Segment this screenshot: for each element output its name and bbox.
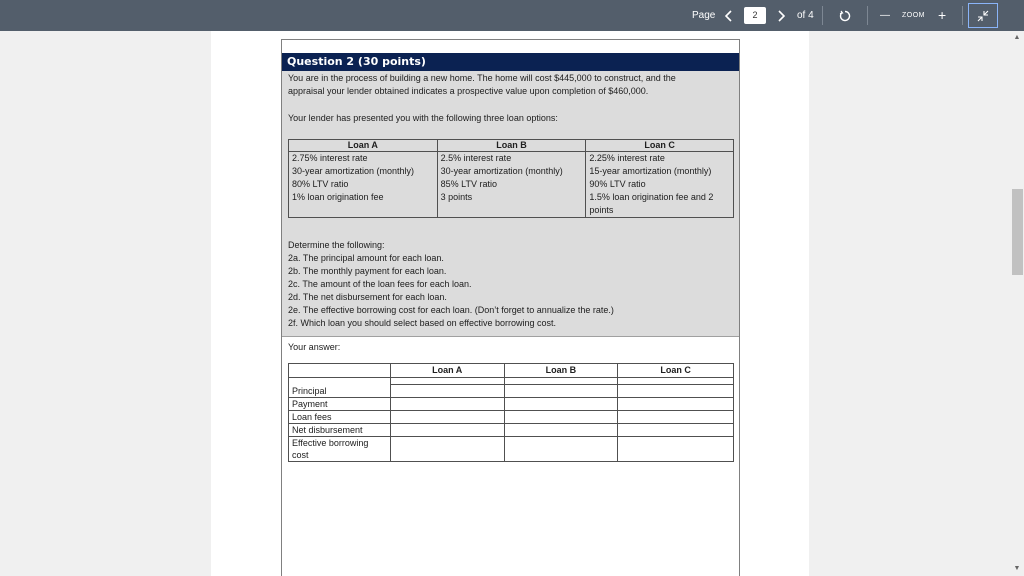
options-line: Your lender has presented you with the following three loan options:: [288, 113, 558, 123]
question-form: [281, 39, 740, 576]
page-count: of 4: [797, 10, 814, 21]
task-2d: 2d. The net disbursement for each loan.: [288, 292, 447, 302]
task-2c: 2c. The amount of the loan fees for each loan.: [288, 279, 472, 289]
loan-a-term: 2.75% interest rate: [292, 153, 368, 163]
vertical-scrollbar[interactable]: [1011, 31, 1024, 576]
answer-cell[interactable]: [504, 397, 618, 410]
toolbar-divider: [867, 6, 868, 25]
loan-b-term: 3 points: [440, 192, 473, 202]
loan-a-terms: [289, 152, 438, 218]
task-2b: 2b. The monthly payment for each loan.: [288, 266, 447, 276]
answer-cell[interactable]: [390, 423, 504, 436]
toolbar-divider: [962, 6, 963, 25]
loan-c-terms: [586, 152, 734, 218]
loan-c-header: Loan C: [586, 140, 734, 152]
your-answer-label: Your answer:: [288, 342, 341, 352]
viewer-toolbar: [0, 0, 1024, 31]
answer-cell[interactable]: [390, 410, 504, 423]
scroll-down-icon[interactable]: ▼: [1013, 565, 1021, 572]
task-2f: 2f. Which loan you should select based on effective borrowing cost.: [288, 318, 556, 328]
loan-c-term: points: [589, 205, 614, 215]
answer-cell[interactable]: [504, 436, 618, 461]
page-number-input[interactable]: 2: [744, 7, 766, 24]
answer-cell[interactable]: [504, 423, 618, 436]
loan-c-term: 1.5% loan origination fee and 2: [589, 192, 714, 202]
scroll-up-icon[interactable]: ▲: [1013, 34, 1021, 41]
answer-table: [288, 363, 734, 462]
toolbar-divider: [822, 6, 823, 25]
loan-c-term: 2.25% interest rate: [589, 153, 665, 163]
zoom-in-button[interactable]: +: [938, 7, 947, 23]
answer-loan-a-header: Loan A: [390, 364, 504, 378]
rotate-icon[interactable]: [837, 0, 853, 31]
answer-cell[interactable]: [390, 397, 504, 410]
answer-row-label: Payment: [289, 397, 391, 410]
loan-b-header: Loan B: [437, 140, 586, 152]
answer-row-label: Principal: [289, 385, 391, 398]
answer-corner-header: [289, 364, 391, 378]
intro-line-1: You are in the process of building a new home. The home will cost $445,000 to construct, and the: [288, 73, 676, 83]
question-body: [282, 71, 739, 337]
loan-a-term: 80% LTV ratio: [292, 179, 349, 189]
determine-heading: Determine the following:: [288, 240, 385, 250]
document-viewer[interactable]: [0, 31, 1024, 576]
previous-page-icon[interactable]: [722, 0, 736, 31]
answer-cell[interactable]: [618, 410, 734, 423]
answer-row-label: [289, 436, 391, 461]
intro-line-2: appraisal your lender obtained indicates a prospective value upon completion of $460,000.: [288, 86, 649, 96]
answer-cell[interactable]: [618, 385, 734, 398]
loan-b-term: 2.5% interest rate: [440, 153, 512, 163]
answer-loan-c-header: Loan C: [618, 364, 734, 378]
page-label: Page: [692, 10, 716, 21]
answer-cell[interactable]: [618, 436, 734, 461]
next-page-icon[interactable]: [774, 0, 788, 31]
zoom-label: ZOOM: [902, 12, 925, 19]
zoom-out-button[interactable]: —: [880, 10, 890, 21]
loan-c-term: 90% LTV ratio: [589, 179, 646, 189]
loan-b-term: 30-year amortization (monthly): [440, 166, 563, 176]
effective-cost-line-1: Effective borrowing: [292, 437, 369, 448]
task-2e: 2e. The effective borrowing cost for each loan. (Don’t forget to annualize the rate.): [288, 305, 614, 315]
answer-cell[interactable]: [504, 410, 618, 423]
loan-options-table: [288, 139, 734, 218]
answer-cell[interactable]: [618, 397, 734, 410]
scrollbar-thumb[interactable]: [1012, 189, 1023, 275]
answer-cell[interactable]: [390, 436, 504, 461]
loan-c-term: 15-year amortization (monthly): [589, 166, 712, 176]
loan-a-term: 30-year amortization (monthly): [292, 166, 415, 176]
answer-row-label: Loan fees: [289, 410, 391, 423]
answer-cell[interactable]: [390, 385, 504, 398]
task-2a: 2a. The principal amount for each loan.: [288, 253, 444, 263]
answer-row-label: Net disbursement: [289, 423, 391, 436]
loan-b-terms: [437, 152, 586, 218]
loan-a-header: Loan A: [289, 140, 438, 152]
answer-cell[interactable]: [504, 385, 618, 398]
loan-a-term: 1% loan origination fee: [292, 192, 384, 202]
exit-fullscreen-icon[interactable]: [968, 3, 998, 28]
loan-b-term: 85% LTV ratio: [440, 179, 498, 189]
answer-cell[interactable]: [618, 423, 734, 436]
answer-loan-b-header: Loan B: [504, 364, 618, 378]
effective-cost-line-2: cost: [292, 449, 309, 460]
question-title: Question 2 (30 points): [282, 53, 739, 71]
